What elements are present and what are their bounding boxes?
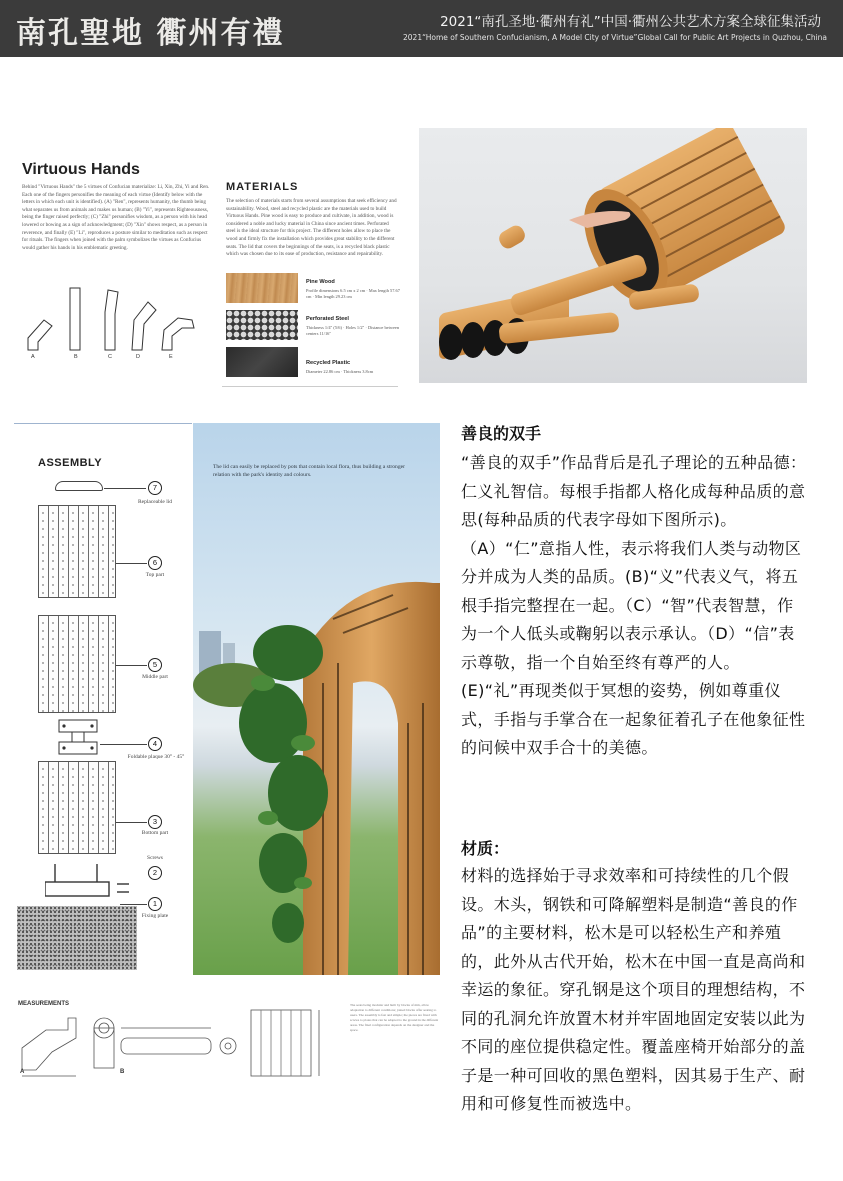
measurements-note: The seats being modular and built by blocks of mm, allow adaptation to different conditions; joined blocks offer seating to users. The assembly is fast and simple; the pieces are fixed with screws to plates that can be adapted to the ground in the different areas. The final configuration depends on the designer and the space.	[350, 1003, 439, 1032]
cn-heading-2: 材质：	[461, 839, 510, 858]
finger-diagrams	[22, 280, 202, 360]
cn-section-materials	[461, 836, 809, 1119]
leader-line-4	[100, 744, 147, 745]
foldable-plaque-shape	[58, 719, 98, 755]
part-label-1: Fixing plate	[141, 913, 169, 919]
part-number-1: 1	[148, 897, 162, 911]
top-part-shape	[38, 505, 116, 598]
part-label-6: Top part	[145, 572, 165, 578]
cn-section-virtuous-hands	[461, 421, 809, 763]
measurements-title: MEASUREMENTS	[18, 1001, 70, 1007]
finger-c	[105, 290, 118, 350]
leader-line-6	[116, 563, 147, 564]
pine-wood-swatch	[226, 273, 298, 303]
part-label-7: Replaceable lid	[137, 499, 173, 505]
cn-body-2: 材料的选择始于寻求效率和可持续性的几个假设。木头，钢铁和可降解塑料是制造“善良的作品”的主要材料，松木是可以轻松生产和养殖的，此外从古代开始，松木在中国一直是高尚和幸运的象征。穿孔钢是这个项目的理想结构，不同的孔洞允许放置木材并牢固地固定安装以此为不同的座位提供稳定性。覆盖座椅开始部分的盖子是一种可回收的黑色塑料，因其易于生产、耐用和可修复性而被选中。	[461, 866, 806, 1113]
pine-wood-spec: Profile dimensions 6.5 cm x 2 cm · Max length 57.67 cm · Min length 29.23 cm	[306, 288, 400, 299]
measurements-drawing	[16, 1008, 341, 1080]
part-label-3: Bottom part	[141, 830, 169, 836]
part-label-2: Screws	[147, 855, 163, 861]
leader-line-7	[104, 488, 146, 489]
bench-render-photo	[419, 128, 807, 383]
replaceable-lid-shape	[55, 481, 103, 491]
recycled-plastic-swatch	[226, 347, 298, 377]
pine-wood-name: Pine Wood	[306, 279, 335, 285]
part-number-6: 6	[148, 556, 162, 570]
finger-a	[28, 320, 52, 350]
part-number-7: 7	[148, 481, 162, 495]
header-title-en: 2021“Home of Southern Confucianism, A Model City of Virtue”Global Call for Public Art Projects in Quzhou, China	[403, 33, 827, 42]
screws-shape	[45, 862, 133, 898]
fixing-plate-ground	[17, 906, 137, 970]
measurement-label-b: B	[120, 1069, 125, 1075]
header-bar	[0, 0, 843, 57]
finger-e	[162, 318, 194, 350]
header-title-zh: 2021“南孔圣地·衢州有礼”中国·衢州公共艺术方案全球征集活动	[440, 14, 821, 30]
assembly-title: ASSEMBLY	[38, 457, 103, 469]
leader-line-1	[120, 904, 147, 905]
virtuous-hands-title: Virtuous Hands	[22, 161, 140, 178]
finger-label-a: A	[31, 354, 35, 360]
part-number-4: 4	[148, 737, 162, 751]
perforated-steel-name: Perforated Steel	[306, 316, 349, 322]
cn-heading-1: 善良的双手	[461, 424, 542, 443]
part-number-3: 3	[148, 815, 162, 829]
park-installation-photo	[193, 423, 440, 975]
materials-description: The selection of materials starts from several assumptions that seek efficiency and sustainability. Wood, steel and recycled plastic are the materials used to build Virtuous Hands. Pine wood is easy to produce and cultivate, in addition, wood is considered a noble and lucky material in China since ancient times. Perforated steel is the ideal structure for this project. The different holes allow to place the wood and firmly fix the installation which provides great stability to the different seats. The lid that covers the beginnings of the seats, is a recycled black plastic which was chosen due to its ease of production, resistance and repairability.	[226, 198, 397, 258]
finger-b	[70, 288, 80, 350]
logo-text: 南孔聖地 衢州有禮	[16, 16, 285, 51]
leader-line-3	[116, 822, 147, 823]
finger-d	[132, 302, 156, 350]
middle-part-shape	[38, 615, 116, 713]
perforated-steel-swatch	[226, 310, 298, 340]
leader-line-5	[116, 665, 147, 666]
finger-label-e: E	[169, 354, 173, 360]
recycled-plastic-name: Recycled Plastic	[306, 360, 351, 366]
part-number-2: 2	[148, 866, 162, 880]
perforated-steel-spec: Thickness 1/4" (5/6) · Holes 1/2" · Distance between centers 11/16"	[306, 325, 400, 336]
part-label-5: Middle part	[142, 674, 168, 680]
bottom-part-shape	[38, 761, 116, 854]
part-label-4: Foldable plaque 30° - 45°	[127, 754, 185, 760]
recycled-plastic-spec: Diameter 22.86 cm · Thickness 3.8cm	[306, 369, 374, 374]
finger-label-c: C	[108, 354, 112, 360]
part-number-5: 5	[148, 658, 162, 672]
divider-line	[222, 386, 398, 387]
park-photo-caption: The lid can easily be replaced by pots that contain local flora, thus building a stronger relation with the park's identity and colours.	[213, 464, 405, 478]
finger-label-d: D	[136, 354, 140, 360]
virtuous-hands-description: Behind "Virtuous Hands" the 5 virtues of Confucian materialize: Li, Xin, Zhi, Yi and Ren. Each one of the fingers personifies the meaning of each virtue (Identify below with the letters in which each unit is identified). (A) "Ren", represents humanity, the thumb being what separates us from animals and makes us human; (B) "Yi", represents Righteousness, being the finger raised perfectly; (C) "Zhi" personifies wisdom, as a person with his head lowered or bowing as a sign of acknowledgment; (D) "Xin" shows respect, as a person in reverence, and finally (E) "Li", reproduces a posture similar to meditation such as respect for rituals. The fingers when joined with the palm symbolizes the virtues as Confucius would gather his hands in his emblematic greeting.	[22, 184, 210, 251]
materials-title: MATERIALS	[226, 181, 299, 193]
finger-label-b: B	[74, 354, 78, 360]
cn-body-1: “善良的双手”作品背后是孔子理论的五种品德：仁义礼智信。每根手指都人格化成每种品质的意思(每种品质的代表字母如下图所示)。（A）“仁”意指人性，表示将我们人类与动物区分并成为人类的品质。(B)“义”代表义气，将五根手指完整捏在一起。（C）“智”代表智慧，作为一个人低头或鞠躬以表示承认。（D）“信”表示尊敬，指一个自始至终有尊严的人。(E)“礼”再现类似于冥想的姿势，例如尊重仪式，手指与手掌合在一起象征着孔子在他象征性的问候中双手合十的美德。	[461, 453, 807, 757]
measurement-label-a: A	[20, 1069, 25, 1075]
